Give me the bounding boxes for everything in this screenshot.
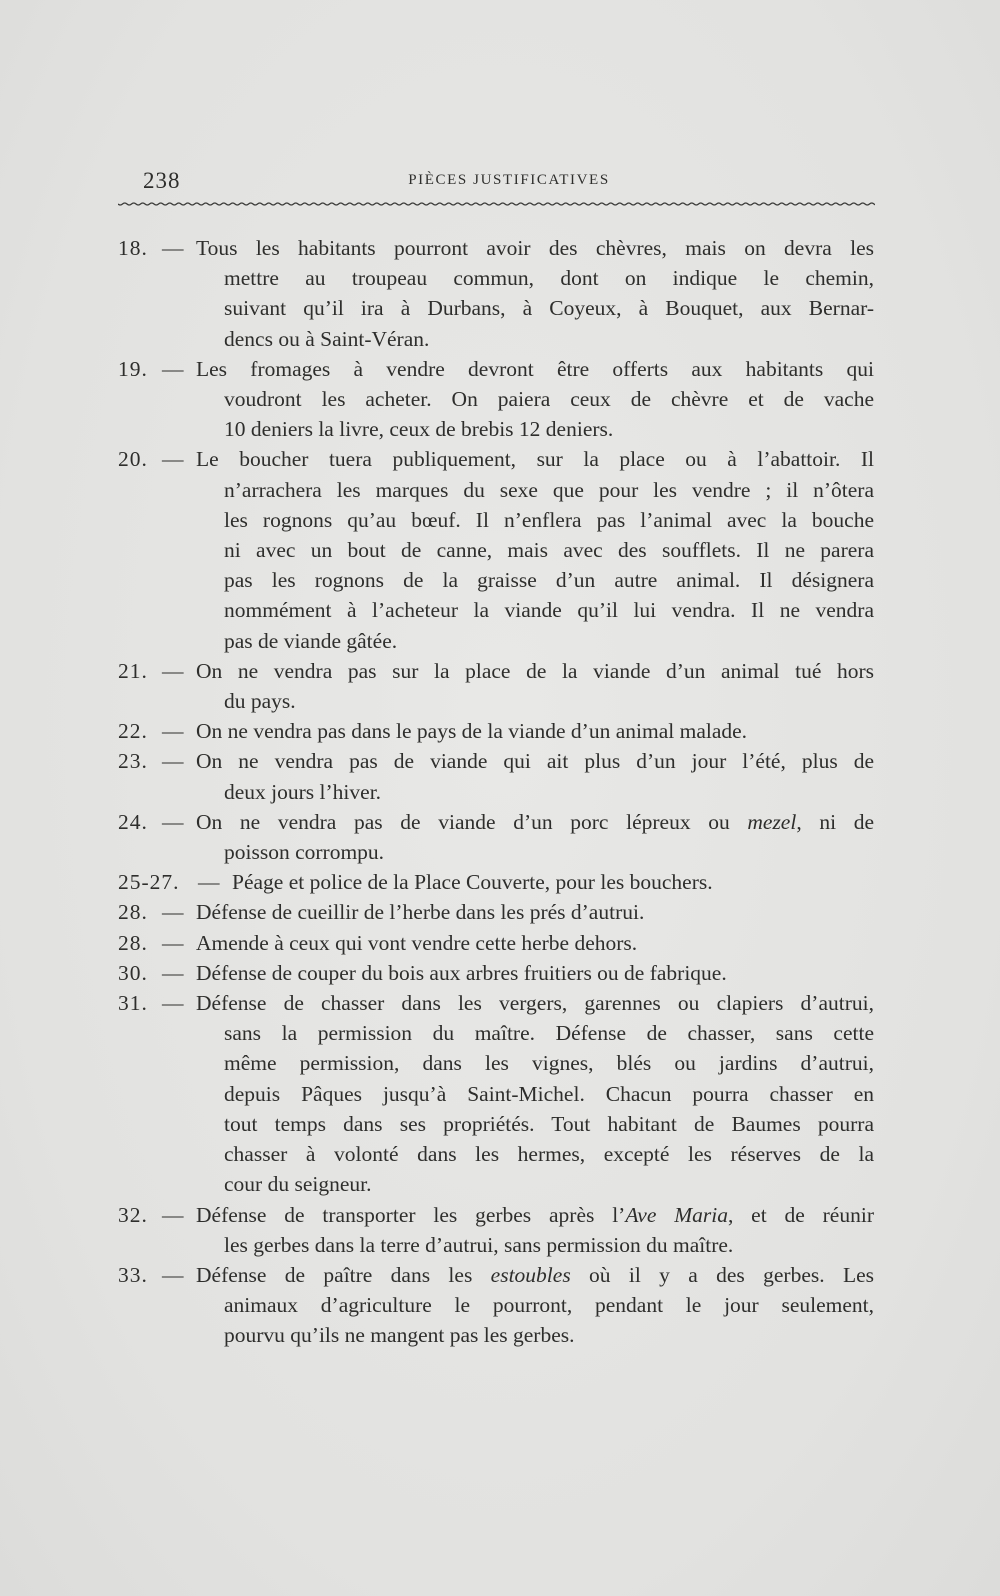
article-list: [118, 233, 874, 1351]
article-number: 22.: [118, 719, 148, 744]
article-number: 25-27.: [118, 870, 180, 895]
article-number: 19.: [118, 356, 148, 381]
article-line: chasser à volonté dans les hermes, excepté les réserves de la: [224, 1142, 874, 1167]
article-line-end: , et de réunir: [727, 1202, 874, 1227]
article-line: Tous les habitants pourront avoir des chèvres, mais on devra les: [196, 236, 874, 260]
article-line: Défense de chasser dans les vergers, garennes ou clapiers d’autrui,: [196, 991, 874, 1016]
article-entry-30: [118, 958, 874, 988]
article-line: les rognons qu’au bœuf. Il n’enflera pas l’animal avec la bouche: [224, 507, 874, 532]
article-dash: —: [162, 719, 184, 744]
article-line-start: On ne vendra pas de viande d’un porc lépreux ou: [196, 809, 730, 834]
article-dash: —: [162, 749, 184, 774]
article-dash: —: [162, 991, 184, 1016]
article-number: 18.: [118, 236, 148, 260]
article-line: [196, 1200, 874, 1230]
article-line: Péage et police de la Place Couverte, pour les bouchers.: [232, 870, 713, 895]
article-entry-19: [118, 354, 874, 445]
article-line: pourvu qu’ils ne mangent pas les gerbes.: [224, 1323, 575, 1348]
article-dash: —: [162, 1262, 184, 1287]
article-line: On ne vendra pas de viande qui ait plus d’un jour l’été, plus de: [196, 749, 874, 774]
article-line-start: Défense de paître dans les: [196, 1262, 473, 1287]
article-entry-23: [118, 746, 874, 806]
article-number: 32.: [118, 1202, 148, 1227]
article-line: même permission, dans les vignes, blés ou jardins d’autrui,: [224, 1051, 874, 1076]
page-header: [143, 168, 875, 198]
article-line: On ne vendra pas sur la place de la viande d’un animal tué hors: [196, 658, 874, 683]
article-number: 23.: [118, 749, 148, 774]
article-number: 28.: [118, 900, 148, 925]
article-line: pas de viande gâtée.: [224, 628, 398, 653]
article-line: les gerbes dans la terre d’autrui, sans permission du maître.: [224, 1232, 734, 1257]
article-entry-33: [118, 1260, 874, 1351]
article-dash: —: [162, 900, 184, 925]
article-line: 10 deniers la livre, ceux de brebis 12 deniers.: [224, 417, 614, 442]
article-entry-28b: [118, 928, 874, 958]
italic-term: estoubles: [490, 1262, 571, 1287]
article-entry-20: [118, 444, 874, 655]
article-line: animaux d’agriculture le pourront, pendant le jour seulement,: [224, 1293, 874, 1318]
article-line: voudront les acheter. On paiera ceux de chèvre et de vache: [224, 387, 874, 412]
article-line: dencs ou à Saint-Véran.: [224, 326, 430, 351]
article-dash: —: [162, 1202, 184, 1227]
article-line: [196, 1260, 874, 1290]
article-line: Le boucher tuera publiquement, sur la place ou à l’abattoir. Il: [196, 447, 874, 472]
article-number: 33.: [118, 1262, 148, 1287]
article-line: depuis Pâques jusqu’à Saint-Michel. Chacun pourra chasser en: [224, 1081, 874, 1106]
article-line-end: où il y a des gerbes. Les: [570, 1262, 875, 1287]
article-number: 21.: [118, 658, 148, 683]
article-dash: —: [162, 930, 184, 955]
article-number: 31.: [118, 991, 148, 1016]
page-number: 238: [143, 168, 181, 193]
italic-term: Ave Maria: [625, 1202, 728, 1227]
italic-term: mezel: [747, 809, 797, 834]
wavy-header-rule: [118, 200, 875, 208]
article-dash: —: [162, 356, 184, 381]
article-line: nommément à l’acheteur la viande qu’il lui vendra. Il ne vendra: [224, 598, 874, 623]
article-line: Défense de couper du bois aux arbres fruitiers ou de fabrique.: [196, 960, 727, 985]
article-line: cour du seigneur.: [224, 1172, 372, 1197]
article-line: [196, 807, 874, 837]
article-line: Les fromages à vendre devront être offerts aux habitants qui: [196, 356, 874, 381]
article-line: On ne vendra pas dans le pays de la viande d’un animal malade.: [196, 719, 748, 744]
article-dash: —: [198, 870, 220, 895]
article-number: 20.: [118, 447, 148, 472]
article-line: suivant qu’il ira à Durbans, à Coyeux, à Bouquet, aux Bernar-: [224, 296, 874, 321]
article-entry-21: [118, 656, 874, 716]
article-line: Défense de cueillir de l’herbe dans les prés d’autrui.: [196, 900, 645, 925]
article-entry-28: [118, 897, 874, 927]
article-dash: —: [162, 447, 184, 472]
article-entry-25-27: [118, 867, 874, 897]
article-line: sans la permission du maître. Défense de chasser, sans cette: [224, 1021, 874, 1046]
article-dash: —: [162, 809, 184, 834]
article-entry-18: [118, 233, 874, 354]
article-line: tout temps dans ses propriétés. Tout habitant de Baumes pourra: [224, 1111, 874, 1136]
article-line: poisson corrompu.: [224, 840, 385, 865]
article-number: 30.: [118, 960, 148, 985]
article-line: pas les rognons de la graisse d’un autre animal. Il désignera: [224, 568, 874, 593]
article-line: deux jours l’hiver.: [224, 779, 382, 804]
article-entry-32: [118, 1200, 874, 1260]
article-line: du pays.: [224, 689, 296, 714]
running-head: PIÈCES JUSTIFICATIVES: [408, 172, 610, 188]
article-number: 28.: [118, 930, 148, 955]
article-entry-24: [118, 807, 874, 867]
article-line: Amende à ceux qui vont vendre cette herbe dehors.: [196, 930, 638, 955]
article-line: mettre au troupeau commun, dont on indique le chemin,: [224, 266, 874, 291]
article-line-end: , ni de: [796, 809, 875, 834]
article-dash: —: [162, 658, 184, 683]
article-line-start: Défense de transporter les gerbes après l’: [196, 1202, 626, 1227]
article-entry-31: [118, 988, 874, 1199]
article-dash: —: [162, 236, 184, 260]
article-line: ni avec un bout de canne, mais avec des soufflets. Il ne parera: [224, 538, 874, 563]
article-dash: —: [162, 960, 184, 985]
article-number: 24.: [118, 809, 148, 834]
article-entry-22: [118, 716, 874, 746]
article-line: n’arrachera les marques du sexe que pour les vendre ; il n’ôtera: [224, 477, 874, 502]
